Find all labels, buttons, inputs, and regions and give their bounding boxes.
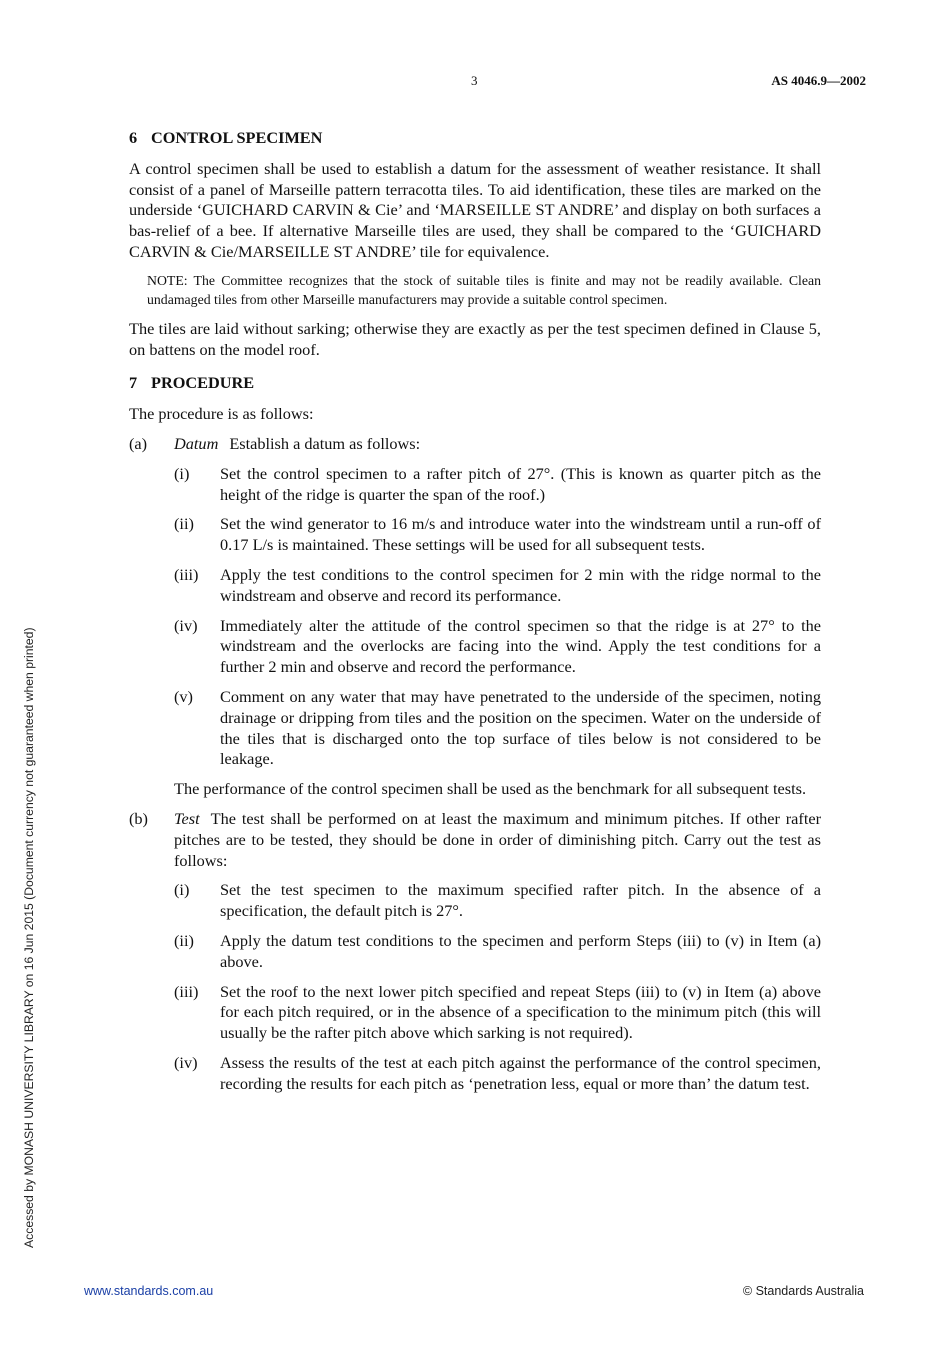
item-b-step-text: Assess the results of the test at each pitch against the performance of the control specimen, recording the results for each pitch as ‘penetration less, equal or more than’ the datum test. [220, 1052, 821, 1093]
item-b-step [129, 1053, 821, 1095]
item-a-step-label: (ii) [174, 514, 194, 534]
page-number: 3 [471, 73, 478, 88]
item-b-step [129, 931, 821, 973]
section-7-number: 7 [129, 373, 138, 393]
section-6-paragraph-1: A control specimen shall be used to establish a datum for the assessment of weather resistance. It shall consist of a panel of Marseille pattern terracotta tiles. To aid identification, these tiles are marked on the underside ‘GUICHARD CARVIN & Cie’ and ‘MARSEILLE ST ANDRE’ and display on both surfaces a bas-relief of a bee. If alternative Marseille tiles are used, they shall be compared to the ‘GUICHARD CARVIN & Cie/MARSEILLE ST ANDRE’ tile for equivalence. [129, 158, 821, 261]
item-b-step-label: (ii) [174, 930, 194, 950]
item-b [129, 809, 821, 871]
section-6-number: 6 [129, 128, 138, 147]
item-b-step [129, 982, 821, 1044]
section-6-heading [129, 128, 821, 149]
item-b-title: Test [174, 808, 200, 828]
item-a-step-text: Apply the test conditions to the control specimen for 2 min with the ridge normal to the windstream and observe and record its performance. [220, 564, 821, 605]
section-6-title: CONTROL SPECIMEN [151, 128, 323, 147]
item-a-step [129, 687, 821, 770]
item-b-step-text: Set the roof to the next lower pitch specified and repeat Steps (iii) to (v) in Item (a) above for each pitch required, or in the absence of a specification to the minimum pitch (this will usually be the rafter pitch above which sarking is not required). [220, 981, 821, 1043]
document-body [129, 128, 821, 1103]
item-b-step-text: Set the test specimen to the maximum specified rafter pitch. In the absence of a specification, the default pitch is 27°. [220, 880, 821, 921]
item-a [129, 434, 821, 455]
item-b-text: The test shall be performed on at least the maximum and minimum pitches. If other rafter pitches are to be tested, they should be done in order of diminishing pitch. Carry out the test as follows: [174, 808, 821, 870]
item-a-step-label: (iv) [174, 615, 198, 635]
item-a-step-label: (v) [174, 686, 193, 706]
item-b-step-label: (i) [174, 880, 190, 900]
item-a-step-text: Set the control specimen to a rafter pitch of 27°. (This is known as quarter pitch as the height of the ridge is quarter the span of the roof.) [220, 463, 821, 504]
section-7-title: PROCEDURE [151, 373, 255, 393]
item-b-step-label: (iii) [174, 981, 199, 1001]
item-a-step-label: (i) [174, 463, 190, 483]
item-a-step [129, 565, 821, 607]
item-a-closing-text: The performance of the control specimen shall be used as the benchmark for all subsequent tests. [174, 779, 807, 799]
item-a-step-text: Set the wind generator to 16 m/s and introduce water into the windstream until a run-off of 0.17 L/s is maintained. These settings will be used for all subsequent tests. [220, 514, 821, 555]
item-a-title: Datum [174, 433, 219, 453]
footer-url-link[interactable]: www.standards.com.au [84, 1284, 214, 1298]
item-b-label: (b) [129, 808, 148, 828]
item-a-step-label: (iii) [174, 564, 199, 584]
standard-number: AS 4046.9—2002 [771, 73, 866, 88]
item-b-step-label: (iv) [174, 1052, 198, 1072]
access-watermark: Accessed by MONASH UNIVERSITY LIBRARY on 16 Jun 2015 (Document currency not guaranteed when printed) [22, 627, 36, 1248]
section-6-note: NOTE: The Committee recognizes that the stock of suitable tiles is finite and may not be readily available. Clean undamaged tiles from other Marseille manufacturers may provide a suitable control specimen. [147, 272, 821, 307]
item-a-step-text: Immediately alter the attitude of the control specimen so that the ridge is at 27° to the windstream and the overlocks are facing into the wind. Apply the test conditions for a further 2 min and observe and record the performance. [220, 615, 821, 677]
item-a-text: Establish a datum as follows: [229, 433, 421, 453]
section-6-paragraph-2: The tiles are laid without sarking; otherwise they are exactly as per the test specimen defined in Clause 5, on battens on the model roof. [129, 318, 821, 359]
item-a-step [129, 514, 821, 556]
section-7-heading [129, 373, 821, 394]
item-b-step-text: Apply the datum test conditions to the specimen and perform Steps (iii) to (v) in Item (a) above. [220, 930, 821, 971]
item-b-step [129, 880, 821, 922]
footer-copyright: © Standards Australia [742, 1284, 864, 1298]
item-a-step-text: Comment on any water that may have penetrated to the underside of the specimen, noting drainage or dripping from tiles and the position on the specimen. Water on the underside of the tiles that is discharged onto the top surface of tiles below is not considered to be leakage. [220, 686, 821, 769]
item-a-label: (a) [129, 433, 148, 453]
item-a-step [129, 616, 821, 678]
section-7-intro: The procedure is as follows: [129, 404, 314, 424]
item-a-step [129, 464, 821, 506]
